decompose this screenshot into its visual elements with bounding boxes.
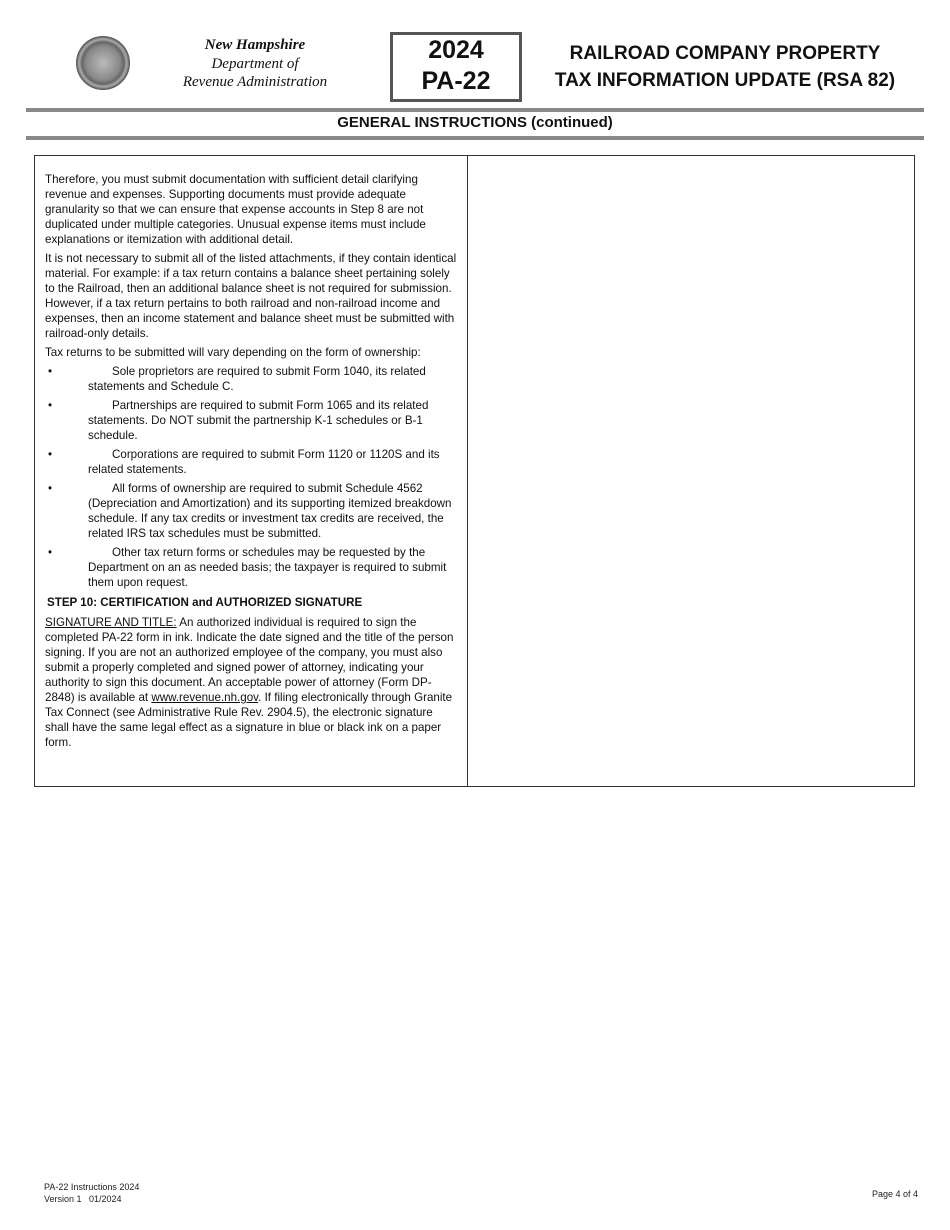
signature-text: An authorized individual is required to sign the completed PA-22 form in ink. Indicate the date signed and the title of the person signing. If you are not an authorized employee of the company, you must also submit a properly completed and signed power of attorney, indicating your authority to sign this document. An acceptable power of attorney (Form DP-2848) is available at xyxy=(45,616,454,704)
bullet-icon: • xyxy=(47,448,53,461)
instructions-box xyxy=(34,155,915,787)
ownership-list xyxy=(45,364,457,590)
list-item-text: All forms of ownership are required to submit Schedule 4562 (Depreciation and Amortization) and its supporting itemized breakdown schedule. If any tax credits or investment tax credits are received, the related IRS tax schedules must be submitted. xyxy=(88,482,452,540)
list-item-text: Corporations are required to submit Form 1120 or 1120S and its related statements. xyxy=(88,448,440,476)
page-number: Page 4 of 4 xyxy=(871,1189,918,1199)
agency-name xyxy=(150,36,360,92)
agency-state: New Hampshire xyxy=(204,37,306,53)
footer-left xyxy=(44,1181,139,1205)
title-line2: TAX INFORMATION UPDATE (RSA 82) xyxy=(554,70,896,91)
step10-heading: STEP 10: CERTIFICATION and AUTHORIZED SIGNATURE xyxy=(47,596,363,609)
list-item xyxy=(45,481,457,541)
list-item-text: Other tax return forms or schedules may be requested by the Department on an as needed basis; the taxpayer is required to submit them upon request. xyxy=(88,546,447,589)
bullet-icon: • xyxy=(47,399,53,412)
footer-doc: PA-22 Instructions 2024 xyxy=(44,1182,140,1192)
list-item xyxy=(45,545,457,590)
divider-top xyxy=(26,108,924,112)
state-seal-logo xyxy=(76,36,130,90)
signature-paragraph xyxy=(45,615,457,750)
form-year: 2024 xyxy=(428,36,484,64)
form-id-box xyxy=(390,32,522,102)
paragraph: Tax returns to be submitted will vary depending on the form of ownership: xyxy=(45,346,421,359)
left-column xyxy=(45,172,457,754)
column-divider xyxy=(467,156,468,786)
agency-line3: Revenue Administration xyxy=(182,74,328,90)
list-item xyxy=(45,364,457,394)
page-title xyxy=(530,40,920,94)
form-number: PA-22 xyxy=(421,67,491,95)
bullet-icon: • xyxy=(47,482,53,495)
signature-label: SIGNATURE AND TITLE: xyxy=(45,616,177,629)
list-item-text: Partnerships are required to submit Form 1065 and its related statements. Do NOT submit the partnership K-1 schedules or B-1 schedule. xyxy=(88,399,429,442)
signature-text-2: . If filing electronically through Granite Tax Connect (see Administrative Rule Rev. 2904.5), the electronic signature shall have the same legal effect as a signature in blue or black ink on a paper form. xyxy=(45,691,453,749)
list-item xyxy=(45,447,457,477)
divider-bottom xyxy=(26,136,924,140)
bullet-icon: • xyxy=(47,365,53,378)
list-item-text: Sole proprietors are required to submit Form 1040, its related statements and Schedule C. xyxy=(88,365,426,393)
paragraph: It is not necessary to submit all of the listed attachments, if they contain identical material. For example: if a tax return contains a balance sheet pertaining solely to the Railroad, then an additional balance sheet is not required for submission. However, if a tax return pertains to both railroad and non-railroad income and expenses, then an income statement and balance sheet must be submitted with railroad-only details. xyxy=(45,252,457,340)
paragraph: Therefore, you must submit documentation with sufficient detail clarifying revenue and expenses. Supporting documents must provide adequate granularity so that we can ensure that expense accounts in Step 8 are not duplicated under multiple categories. Unusual expense items must include explanations or itemization with additional detail. xyxy=(45,173,426,246)
agency-line2: Department of xyxy=(211,55,299,72)
bullet-icon: • xyxy=(47,546,53,559)
title-line1: RAILROAD COMPANY PROPERTY xyxy=(569,43,881,64)
footer-version: Version 1 01/2024 xyxy=(44,1194,122,1204)
revenue-link[interactable]: www.revenue.nh.gov xyxy=(151,691,259,704)
list-item xyxy=(45,398,457,443)
section-heading: GENERAL INSTRUCTIONS (continued) xyxy=(337,114,613,131)
